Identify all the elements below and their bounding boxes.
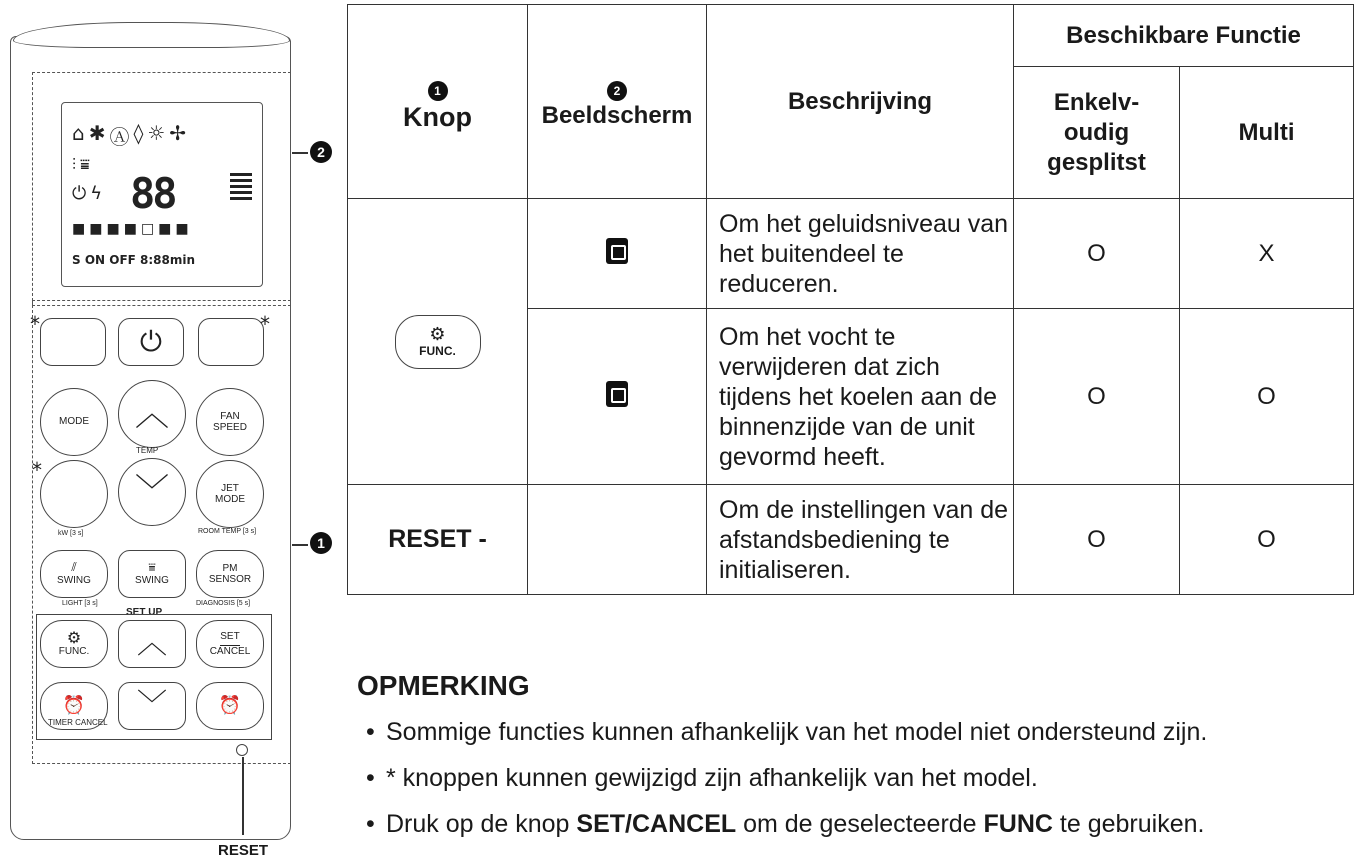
callout-2-leader: [292, 152, 308, 154]
note-item-3: [366, 810, 1204, 839]
setup-up-button[interactable]: [118, 620, 186, 668]
swing-vertical-icon: ⫽: [71, 560, 77, 575]
row-3-description: Om de instellingen van de afstandsbediening te initialiseren.: [707, 485, 1014, 595]
lcd-timer-text: S ON OFF 8:88min: [72, 253, 196, 267]
chevron-up-icon: ︿: [135, 394, 169, 434]
row-2-multi: O: [1180, 309, 1354, 485]
lcd-swing-icon: ⫶: [72, 155, 77, 174]
set-label: SET: [220, 631, 239, 646]
temp-down-button[interactable]: [118, 458, 186, 526]
lcd-swing-icons: [72, 155, 90, 175]
bullet: •: [366, 718, 375, 746]
diagnosis-label: DIAGNOSIS [5 s]: [196, 600, 251, 607]
power-icon: ⏻: [139, 325, 163, 358]
bullet: •: [366, 764, 375, 792]
callout-2-marker: 2: [607, 81, 627, 101]
header-beeldscherm-label: Beeldscherm: [541, 101, 693, 129]
lcd-func-icon-6: ■: [158, 221, 172, 237]
func-button-label: FUNC.: [419, 343, 456, 358]
lcd-func-icon-7: ■: [175, 221, 189, 237]
callout-1-leader: [292, 544, 308, 546]
jet-mode-label-2: MODE: [215, 494, 245, 505]
star-mark: *: [32, 458, 42, 482]
swing-horizontal-icon: ⩸: [148, 560, 156, 575]
pm-sensor-label-1: PM: [222, 562, 238, 574]
bullet: •: [366, 810, 375, 838]
timer-cancel-label: TIMER CANCEL: [48, 718, 108, 727]
row-2-single: O: [1014, 309, 1180, 485]
lcd-display: [61, 102, 263, 287]
display-cell-clean: [528, 309, 707, 485]
pm-sensor-label-2: SENSOR: [208, 574, 252, 585]
lcd-func-icon-5: □: [140, 221, 155, 237]
note-item-1: [366, 718, 1207, 747]
reset-label: RESET: [218, 842, 269, 859]
mode-label: MODE: [59, 416, 89, 428]
lcd-swing-h-icon: ⩸: [80, 155, 90, 174]
lcd-func-icon-1: ■: [72, 221, 86, 237]
fan-speed-button[interactable]: [196, 388, 264, 456]
note-item-3-set-cancel: SET/CANCEL: [576, 810, 737, 838]
set-cancel-button[interactable]: [196, 620, 264, 668]
star-mark: *: [260, 312, 270, 336]
custom-button-left[interactable]: [40, 318, 106, 366]
alarm-clock-icon: ⏰: [62, 694, 86, 716]
note-item-2-text: * knoppen kunnen gewijzigd zijn afhankelijk van het model.: [386, 764, 1038, 792]
kw-label: kW [3 s]: [58, 530, 84, 537]
callout-1-marker: 1: [428, 81, 448, 101]
row-2-description: Om het vocht te verwijderen dat zich tijdens het koelen aan de binnenzijde van de unit gevormd heeft.: [707, 309, 1014, 485]
cancel-label: CANCEL: [209, 645, 251, 657]
auto-clean-display-icon: [606, 381, 628, 407]
set-up-label: SET UP: [126, 607, 163, 618]
lcd-func-icon-2: ■: [89, 221, 103, 237]
power-button[interactable]: [118, 318, 184, 366]
header-beschikbare-functie: Beschikbare Functie: [1014, 5, 1354, 67]
header-enkelvoudig: Enkelv- oudig gesplitst: [1014, 67, 1180, 199]
func-label: FUNC.: [58, 646, 90, 658]
row-3-single: O: [1014, 485, 1180, 595]
fan-speed-label-2: SPEED: [213, 422, 247, 433]
lcd-lightning-icon: ϟ: [90, 183, 103, 204]
jet-mode-label-1: JET: [221, 482, 239, 494]
note-item-3-func: FUNC: [983, 810, 1053, 838]
lcd-timer-row: [72, 253, 195, 267]
lcd-mode-icons: [72, 121, 186, 150]
callout-1: 1: [310, 532, 332, 554]
swing-vertical-button[interactable]: [40, 550, 108, 598]
temp-up-button[interactable]: [118, 380, 186, 448]
lcd-auto-icon: Ⓐ: [109, 125, 130, 149]
func-button[interactable]: [40, 620, 108, 668]
lcd-func-icon-3: ■: [106, 221, 120, 237]
note-title: OPMERKING: [357, 670, 530, 701]
note-item-1-text: Sommige functies kunnen afhankelijk van het model niet ondersteund zijn.: [386, 718, 1208, 746]
timer-off-button[interactable]: [196, 682, 264, 730]
alarm-clock-icon: ⏰: [218, 694, 242, 716]
func-button-icon: [395, 315, 481, 369]
func-button-cell: [348, 199, 528, 485]
header-beeldscherm: [528, 5, 707, 199]
row-1-single: O: [1014, 199, 1180, 309]
remote-top: [13, 22, 290, 48]
note-item-3-text-a: Druk op de knop: [386, 810, 577, 838]
low-noise-display-icon: [606, 238, 628, 264]
chevron-down-icon: ﹀: [137, 688, 167, 723]
lcd-cool-icon: ✱: [88, 121, 106, 145]
lcd-energy-icon: ⏻: [72, 183, 87, 204]
setup-down-button[interactable]: [118, 682, 186, 730]
light-label: LIGHT [3 s]: [62, 600, 98, 607]
kw-button[interactable]: [40, 460, 108, 528]
lcd-fan-bars: [230, 173, 252, 203]
jet-mode-button[interactable]: [196, 460, 264, 528]
lcd-power-icons: [72, 183, 102, 204]
lcd-dry-icon: ◊: [133, 121, 144, 145]
note-item-3-text-e: te gebruiken.: [1052, 810, 1205, 838]
header-beschrijving: Beschrijving: [707, 5, 1014, 199]
lcd-heat-icon: ☼: [147, 121, 166, 145]
row-1-multi: X: [1180, 199, 1354, 309]
row-1-description: Om het geluidsniveau van het buitendeel te reduceren.: [707, 199, 1014, 309]
mode-button[interactable]: [40, 388, 108, 456]
swing-horizontal-label: SWING: [135, 575, 169, 587]
temp-label: TEMP: [136, 446, 159, 455]
remote-control: [10, 22, 325, 859]
header-knop: [348, 5, 528, 199]
pm-sensor-button[interactable]: [196, 550, 264, 598]
lcd-digits: 88: [130, 169, 175, 218]
lcd-function-icons: [72, 221, 189, 237]
row-3-display: [528, 485, 707, 595]
lcd-func-icon-4: ■: [123, 221, 137, 237]
note-item-2: [366, 764, 1038, 793]
star-mark: *: [30, 312, 40, 336]
lcd-ventilation-icon: ⌂: [72, 121, 85, 145]
reset-pinhole[interactable]: [236, 744, 248, 756]
header-multi: Multi: [1180, 67, 1354, 199]
callout-2: 2: [310, 141, 332, 163]
custom-button-right[interactable]: [198, 318, 264, 366]
reset-knop-cell: RESET -: [348, 485, 528, 595]
row-3-multi: O: [1180, 485, 1354, 595]
fan-speed-label-1: FAN: [220, 410, 240, 422]
gear-icon: ⚙: [429, 323, 446, 345]
room-temp-label: ROOM TEMP [3 s]: [198, 528, 257, 535]
reset-leader: [242, 757, 244, 835]
note-item-3-text-c: om de geselecteerde: [736, 810, 984, 838]
swing-horizontal-button[interactable]: [118, 550, 186, 598]
lcd-fan-icon: ✢: [169, 121, 187, 145]
swing-vertical-label: SWING: [57, 575, 91, 587]
chevron-up-icon: ︿: [137, 626, 167, 661]
gear-icon: ⚙: [66, 628, 82, 648]
function-table: [347, 4, 1354, 595]
header-knop-label: Knop: [403, 101, 472, 132]
chevron-down-icon: ﹀: [135, 472, 169, 512]
display-cell-low-noise: [528, 199, 707, 309]
